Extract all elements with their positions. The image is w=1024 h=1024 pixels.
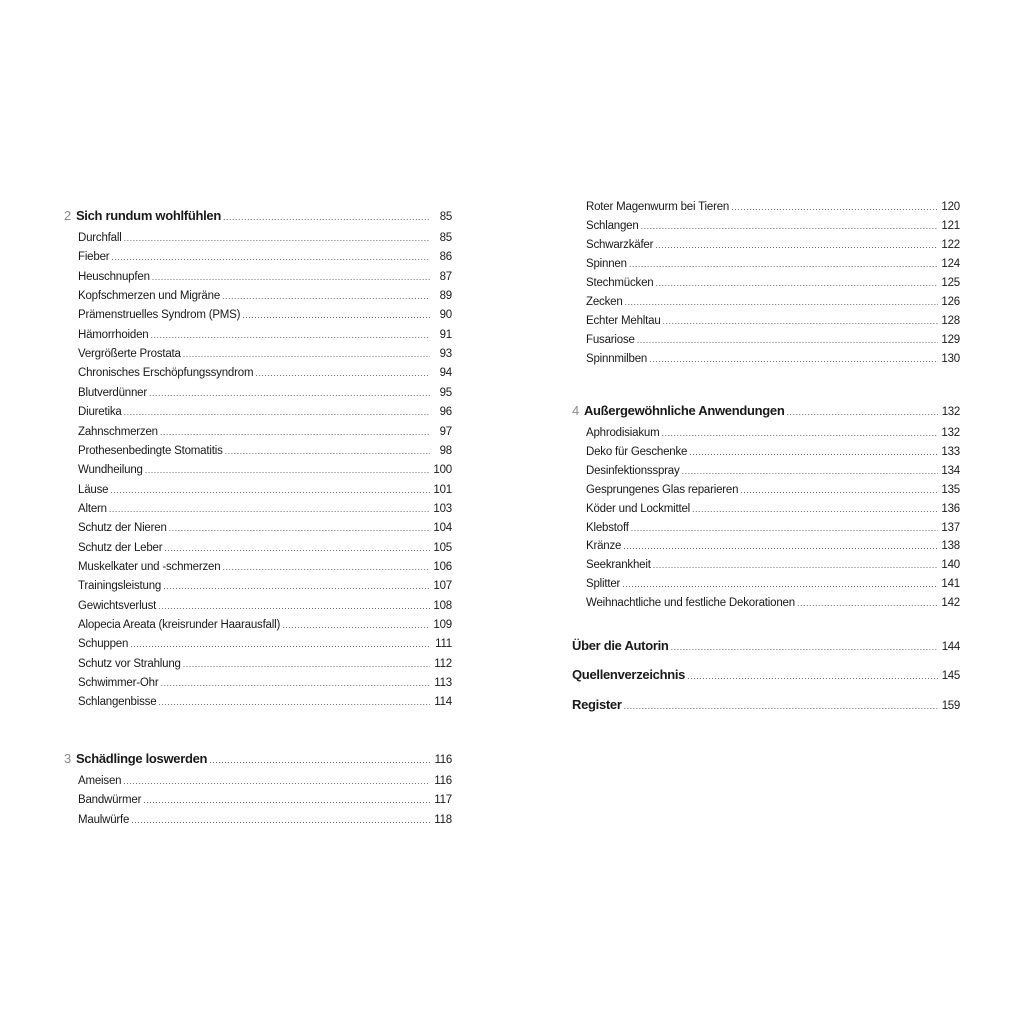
page-number: 106 [433,560,452,573]
dot-leader [163,581,430,591]
page-number: 145 [941,670,960,682]
dot-leader [183,659,430,669]
toc-title: Ameisen [78,775,122,787]
dot-leader [637,335,938,345]
toc-title: Kränze [586,540,622,553]
toc-title: Bandwürmer [78,794,142,807]
page-number: 124 [941,258,960,270]
dot-leader [653,560,938,570]
toc-entry [64,251,452,269]
page-number: 96 [439,406,452,419]
toc-title: Zecken [586,296,623,308]
toc-title: Spinnen [586,258,627,270]
toc-entry [64,677,452,695]
toc-title: Klebstoff [586,521,629,534]
toc-title: Register [572,697,622,712]
page-number: 114 [434,696,452,709]
toc-title: Über die Autorin [572,638,669,653]
dot-leader [689,447,938,457]
toc-entry [572,597,960,615]
toc-entry [572,277,960,295]
toc-title: Desinfektionsspray [586,464,680,477]
page-number: 116 [434,754,452,766]
dot-leader [183,349,430,359]
page-number: 125 [941,277,960,289]
toc-entry [572,296,960,314]
toc-entry [64,503,452,521]
toc-title: Spinnmilben [586,353,648,365]
toc-title: Prothesenbedingte Stomatitis [78,444,223,457]
toc-title: Hämorrhoiden [78,328,149,341]
toc-entry [572,559,960,577]
toc-entry [64,271,452,289]
dot-leader [158,697,430,707]
toc-title: Deko für Geschenke [586,445,688,458]
dot-leader [740,485,938,495]
toc-entry [64,290,452,308]
page-number: 89 [439,290,452,303]
dot-leader [655,278,938,288]
page-number: 90 [439,309,452,322]
toc-title: Gesprungenes Glas reparieren [586,483,739,496]
toc-entry [64,600,452,618]
toc-entry [64,484,452,502]
toc-title: Maulwürfe [78,813,130,826]
dot-leader [623,541,938,551]
toc-entry [572,201,960,219]
toc-entry [64,367,452,385]
dot-leader [160,678,430,688]
toc-backmatter-entry [572,667,960,685]
toc-entry [572,315,960,333]
dot-leader [124,233,430,243]
toc-entry [64,580,452,598]
toc-entry [64,445,452,463]
page-number: 103 [433,502,452,515]
toc-title: Aphrodisiakum [586,427,660,439]
dot-leader [149,388,430,398]
toc-title: Prämenstruelles Syndrom (PMS) [78,309,241,322]
page-number: 130 [941,353,960,365]
page-number: 116 [434,775,452,787]
toc-title: Schuppen [78,638,129,651]
toc-title: Zahnschmerzen [78,425,158,438]
toc-title: Echter Mehltau [586,315,661,327]
dot-leader [164,543,430,553]
page-number: 94 [439,367,452,380]
page-number: 118 [434,813,452,826]
toc-title: Quellenverzeichnis [572,667,686,682]
toc-entry [64,426,452,444]
toc-title: Schutz der Leber [78,541,163,554]
toc-title: Schutz vor Strahlung [78,657,181,670]
dot-leader [797,598,938,608]
toc-entry [64,542,452,560]
toc-entry [64,814,452,832]
toc-backmatter-entry [572,697,960,715]
page-number: 126 [941,296,960,308]
dot-leader [661,428,938,438]
toc-entry [572,427,960,445]
dot-leader [160,427,430,437]
page-number: 107 [433,580,452,593]
page-number: 122 [941,239,960,251]
toc-title: Blutverdünner [78,386,147,399]
dot-leader [625,297,938,307]
dot-leader [629,259,938,269]
dot-leader [649,354,938,364]
dot-leader [152,272,430,282]
toc-title: Alopecia Areata (kreisrunder Haarausfall) [78,619,281,631]
page-number: 112 [434,657,452,670]
toc-entry [64,775,452,793]
toc-entry [64,387,452,405]
dot-leader [111,252,430,262]
dot-leader [787,407,938,417]
toc-title: Durchfall [78,232,122,244]
toc-title: Schädlinge loswerden [75,751,208,766]
dot-leader [282,620,430,630]
dot-leader [169,523,430,533]
toc-title: Chronisches Erschöpfungssyndrom [78,367,254,380]
toc-title: Splitter [586,578,621,591]
toc-title: Läuse [78,483,109,496]
page-number: 108 [433,599,452,612]
toc-title: Trainingsleistung [78,580,162,593]
page-number: 128 [941,315,960,327]
toc-title: Heuschnupfen [78,270,150,283]
page-number: 91 [439,328,452,341]
page-number: 137 [941,521,960,534]
chapter-number: 2 [64,208,71,223]
toc-title: Sich rundum wohlfühlen [75,208,221,223]
page-number: 104 [433,522,452,535]
toc-entry [572,334,960,352]
dot-leader [682,466,938,476]
page-number: 144 [941,641,960,653]
dot-leader [663,316,938,326]
dot-leader [130,639,430,649]
toc-entry [64,638,452,656]
page-number: 135 [941,483,960,496]
dot-leader [158,601,430,611]
page-number: 86 [439,251,452,264]
page-number: 95 [439,386,452,399]
toc-entry [572,446,960,464]
toc-entry [64,309,452,327]
dot-leader [150,330,430,340]
page-number: 133 [941,445,960,458]
dot-leader [692,504,938,514]
toc-entry [572,522,960,540]
page-number: 132 [941,406,960,418]
toc-entry [64,232,452,250]
page-number: 138 [941,540,960,553]
page-number: 140 [941,559,960,572]
toc-title: Schwimmer-Ohr [78,677,159,690]
page-number: 93 [439,348,452,361]
toc-entry [64,522,452,540]
dot-leader [145,465,430,475]
chapter-number: 4 [572,403,579,418]
toc-title: Schlangen [586,220,639,232]
dot-leader [143,795,430,805]
dot-leader [123,776,430,786]
page-number: 121 [941,220,960,232]
dot-leader [655,240,938,250]
toc-entry [572,220,960,238]
dot-leader [255,368,430,378]
toc-entry [572,353,960,371]
page-number: 113 [434,677,452,690]
dot-leader [109,504,430,514]
toc-title: Kopfschmerzen und Migräne [78,290,221,303]
toc-title: Köder und Lockmittel [586,502,691,515]
toc-entry [572,239,960,257]
toc-backmatter-entry [572,638,960,656]
toc-entry [572,540,960,558]
dot-leader [225,446,430,456]
toc-entry [64,406,452,424]
chapter-number: 3 [64,751,71,766]
toc-title: Altern [78,502,107,515]
dot-leader [222,291,430,301]
toc-entry [572,465,960,483]
toc-title: Seekrankheit [586,559,651,572]
dot-leader [687,671,938,681]
toc-title: Gewichtsverlust [78,599,157,612]
toc-title: Fusariose [586,334,635,346]
dot-leader [110,485,430,495]
toc-entry [572,503,960,521]
toc-title: Schutz der Nieren [78,522,167,535]
toc-entry [64,329,452,347]
dot-leader [242,310,430,320]
toc-entry [64,561,452,579]
page-number: 97 [439,425,452,438]
page-number: 85 [439,211,452,223]
dot-leader [124,407,430,417]
toc-entry [64,696,452,714]
toc-entry [64,348,452,366]
toc-title: Roter Magenwurm bei Tieren [586,201,730,213]
toc-entry [64,619,452,637]
page-number: 105 [433,541,452,554]
page-number: 142 [941,597,960,610]
toc-chapter-heading [572,403,960,421]
dot-leader [222,562,430,572]
page-number: 85 [439,232,452,244]
toc-title: Außergewöhnliche Anwendungen [583,403,785,418]
toc-entry [572,578,960,596]
dot-leader [671,642,938,652]
toc-title: Diuretika [78,406,122,419]
page-number: 129 [941,334,960,346]
toc-chapter-heading [64,208,452,226]
toc-entry [64,658,452,676]
toc-entry [572,484,960,502]
page-number: 136 [941,502,960,515]
toc-title: Weihnachtliche und festliche Dekorationen [586,597,795,610]
dot-leader [131,815,430,825]
page-number: 109 [433,619,452,631]
dot-leader [622,579,938,589]
dot-leader [731,202,938,212]
toc-title: Schlangenbisse [78,696,157,709]
page-number: 132 [941,427,960,439]
toc-title: Vergrößerte Prostata [78,348,181,361]
page-number: 98 [439,444,452,457]
page-number: 120 [941,201,960,213]
toc-entry [64,464,452,482]
dot-leader [209,755,430,765]
page-number: 134 [941,464,960,477]
page-number: 141 [941,578,960,591]
toc-title: Wundheilung [78,464,143,477]
toc-title: Fieber [78,251,110,264]
page-number: 117 [434,794,452,807]
dot-leader [631,523,938,533]
page-number: 100 [433,464,452,477]
toc-title: Schwarzkäfer [586,239,654,251]
toc-title: Stechmücken [586,277,654,289]
page-number: 159 [941,700,960,712]
dot-leader [641,221,938,231]
page-number: 101 [433,483,452,496]
page-number: 87 [439,270,452,283]
dot-leader [223,212,430,222]
dot-leader [624,701,938,711]
toc-entry [572,258,960,276]
toc-chapter-heading [64,751,452,769]
page-number: 111 [435,638,452,651]
toc-entry [64,794,452,812]
toc-title: Muskelkater und -schmerzen [78,560,221,573]
